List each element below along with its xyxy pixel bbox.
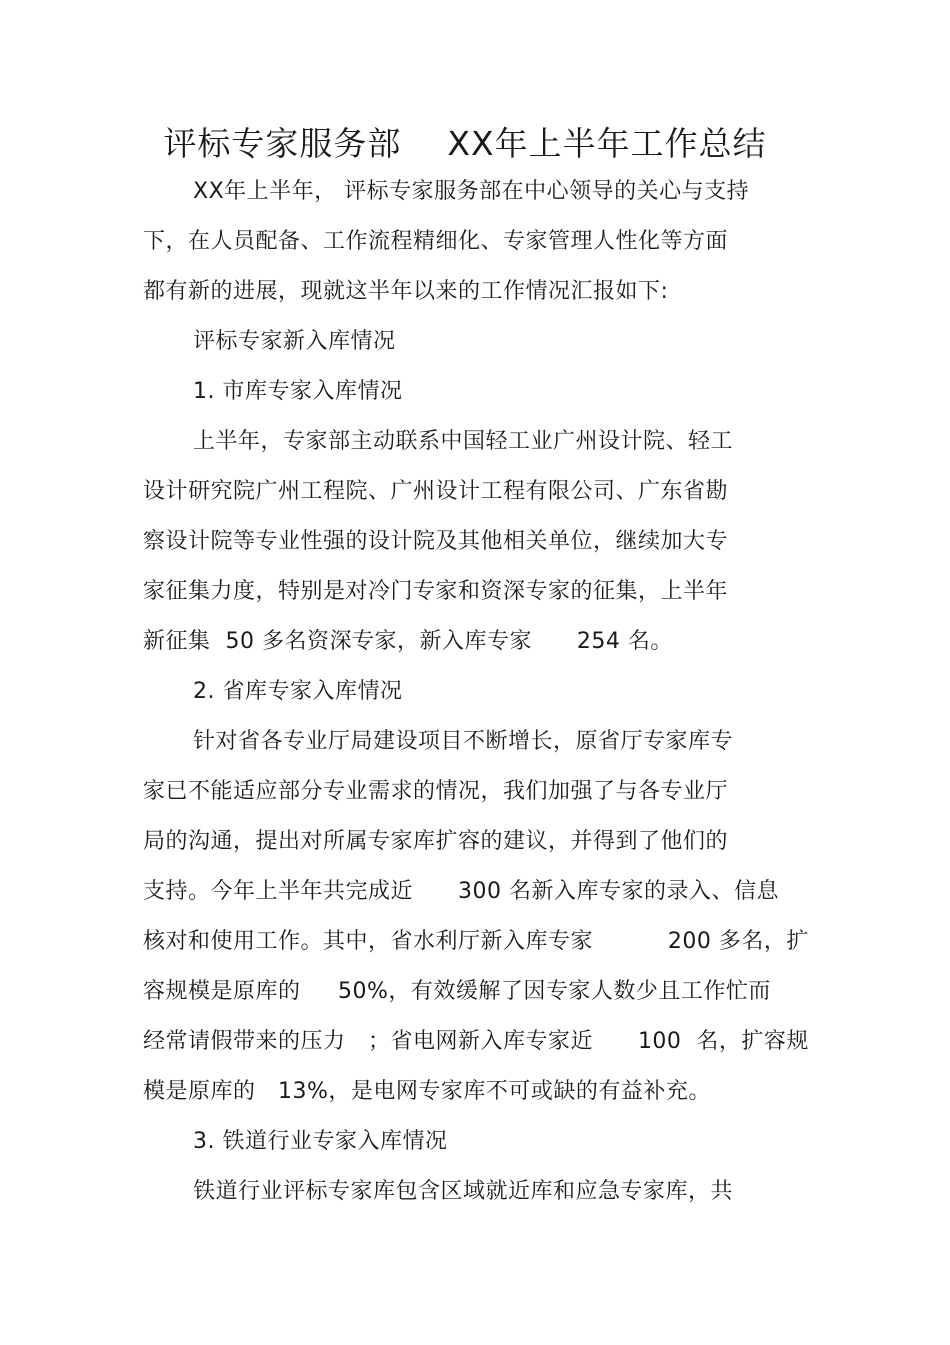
paragraph-line: 察设计院等专业性强的设计院及其他相关单位，继续加大专 <box>143 529 729 554</box>
paragraph-line: 铁道行业评标专家库包含区域就近库和应急专家库，共 <box>193 1179 734 1204</box>
paragraph-line: 模是原库的 13%，是电网专家库不可或缺的有益补充。 <box>143 1079 711 1104</box>
paragraph-line: XX年上半年， 评标专家服务部在中心领导的关心与支持 <box>193 179 750 204</box>
paragraph-line: 核对和使用工作。其中，省水利厅新入库专家 200 多名，扩 <box>143 929 809 954</box>
paragraph-line: 容规模是原库的 50%，有效缓解了因专家人数少且工作忙而 <box>143 979 771 1004</box>
section-heading: 评标专家新入库情况 <box>193 329 396 354</box>
subsection-heading: 3. 铁道行业专家入库情况 <box>193 1129 448 1154</box>
document-title: 评标专家服务部 XX年上半年工作总结 <box>163 124 767 163</box>
paragraph-line: 家已不能适应部分专业需求的情况，我们加强了与各专业厅 <box>143 779 729 804</box>
paragraph-line: 支持。今年上半年共完成近 300 名新入库专家的录入、信息 <box>143 879 779 904</box>
subsection-heading: 2. 省库专家入库情况 <box>193 679 403 704</box>
paragraph-line: 设计研究院广州工程院、广州设计工程有限公司、广东省勘 <box>143 479 729 504</box>
paragraph-line: 经常请假带来的压力 ；省电网新入库专家近 100 名，扩容规 <box>143 1029 809 1054</box>
paragraph-line: 针对省各专业厅局建设项目不断增长，原省厅专家库专 <box>193 729 734 754</box>
paragraph-line: 都有新的进展，现就这半年以来的工作情况汇报如下: <box>143 279 669 304</box>
paragraph-line: 上半年，专家部主动联系中国轻工业广州设计院、轻工 <box>193 429 734 454</box>
paragraph-line: 下，在人员配备、工作流程精细化、专家管理人性化等方面 <box>143 229 729 254</box>
paragraph-line: 新征集 50 多名资深专家，新入库专家 254 名。 <box>143 629 673 654</box>
paragraph-line: 家征集力度，特别是对冷门专家和资深专家的征集，上半年 <box>143 579 729 604</box>
subsection-heading: 1. 市库专家入库情况 <box>193 379 403 404</box>
paragraph-line: 局的沟通，提出对所属专家库扩容的建议，并得到了他们的 <box>143 829 729 854</box>
